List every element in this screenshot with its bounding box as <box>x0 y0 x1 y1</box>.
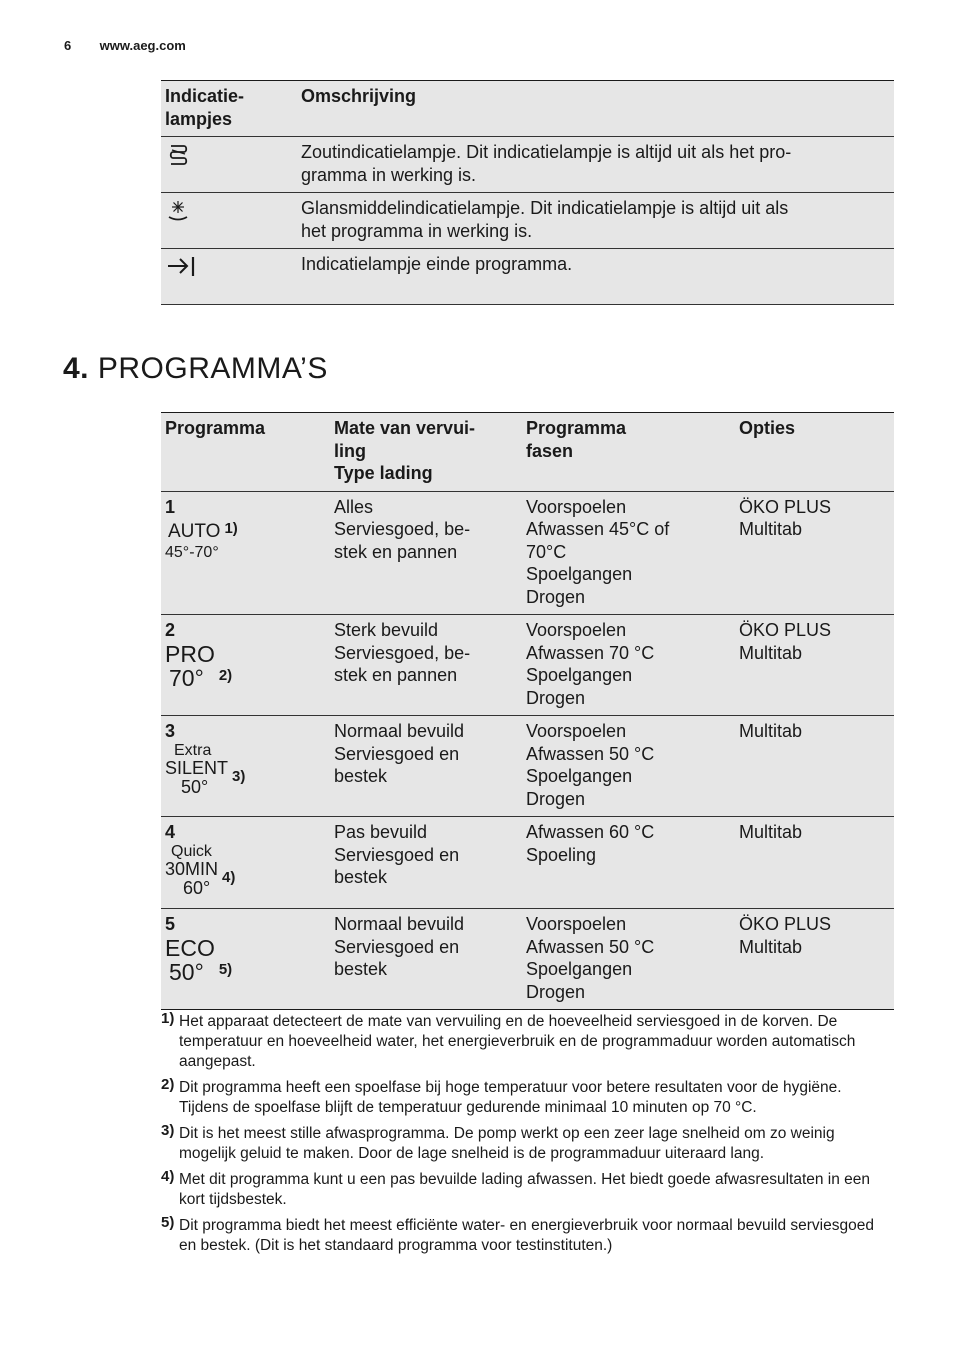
rinse-aid-indicator-icon <box>165 207 191 227</box>
phases-cell: Voorspoelen Afwassen 70 °C Spoelgangen Drogen <box>522 615 735 716</box>
indicator-description: Indicatielampje einde programma. <box>297 249 894 305</box>
program-number: 3 <box>165 721 176 741</box>
col-header-phases: Programma fasen <box>522 413 735 492</box>
footnote <box>161 1078 894 1118</box>
options-cell: Multitab <box>735 716 894 817</box>
indicator-description: Glansmiddelindicatielampje. Dit indicatielampje is altijd uit als het programma in werking is. <box>297 193 894 249</box>
indicator-row <box>161 249 894 305</box>
phases-cell: Voorspoelen Afwassen 45°C of 70°C Spoelgangen Drogen <box>522 491 735 615</box>
footnote-mark: 3) <box>161 1122 175 1139</box>
program-row <box>161 716 894 817</box>
footnote-text: Het apparaat detecteert de mate van vervuiling en de hoeveelheid serviesgoed in de korven. De temperatuur en hoeveelheid water, het energieverbruik en de programmaduur worden automatisch aangepast. <box>179 1013 856 1070</box>
footnote-text: Met dit programma kunt u een pas bevuilde lading afwassen. Het biedt goede afwasresultaten in een kort tijdsbestek. <box>179 1171 871 1208</box>
indicator-row <box>161 137 894 193</box>
col-header-options: Opties <box>735 413 894 492</box>
footnote-text: Dit is het meest stille afwasprogramma. De pomp werkt op een zeer lage snelheid om zo weinig mogelijk geluid te maken. Door de lage snelheid is de programmaduur uiteraard lang. <box>179 1125 835 1162</box>
program-logo-pro: PRO 70° <box>165 640 215 691</box>
program-number: 1 <box>165 496 176 517</box>
soil-cell: Normaal bevuild Serviesgoed en bestek <box>330 716 522 817</box>
footnote-ref: 4) <box>222 869 236 887</box>
col-header-soil: Mate van vervui- ling Type lading <box>330 413 522 492</box>
program-logo-quick: Quick 30MIN 60° <box>165 842 219 899</box>
indicator-header-row <box>161 81 894 137</box>
section-heading <box>63 352 328 386</box>
options-cell: ÖKO PLUS Multitab <box>735 491 894 615</box>
options-cell: ÖKO PLUS Multitab <box>735 909 894 1010</box>
indicator-row <box>161 193 894 249</box>
indicator-description: Zoutindicatielampje. Dit indicatielampje is altijd uit als het pro- gramma in werking is. <box>297 137 894 193</box>
program-number: 4 <box>165 822 176 842</box>
col-header-program: Programma <box>161 413 330 492</box>
options-cell: Multitab <box>735 817 894 909</box>
program-row <box>161 615 894 716</box>
program-table <box>161 412 894 1010</box>
footnote-ref: 1) <box>224 520 238 537</box>
end-program-indicator-icon <box>165 263 197 283</box>
col-header-description: Omschrijving <box>297 81 894 137</box>
header-url: www.aeg.com <box>99 38 186 53</box>
footnote <box>161 1170 894 1210</box>
footnote-ref: 3) <box>232 768 246 786</box>
phases-cell: Voorspoelen Afwassen 50 °C Spoelgangen Drogen <box>522 909 735 1010</box>
page-number: 6 <box>64 38 72 53</box>
program-row <box>161 491 894 615</box>
program-number: 2 <box>165 620 176 640</box>
footnote-mark: 4) <box>161 1168 175 1185</box>
footnote <box>161 1012 894 1072</box>
footnote-ref: 2) <box>218 666 233 684</box>
program-logo-auto: AUTO 45°-70° <box>165 521 221 561</box>
footnote-mark: 5) <box>161 1214 175 1231</box>
program-logo-extra-silent: Extra SILENT 50° <box>165 741 229 798</box>
soil-cell: Sterk bevuild Serviesgoed, be- stek en pannen <box>330 615 522 716</box>
phases-cell: Voorspoelen Afwassen 50 °C Spoelgangen Drogen <box>522 716 735 817</box>
options-cell: ÖKO PLUS Multitab <box>735 615 894 716</box>
footnote <box>161 1124 894 1164</box>
col-header-indicator: Indicatie- lampjes <box>161 81 297 137</box>
phases-cell: Afwassen 60 °C Spoeling <box>522 817 735 909</box>
footnote <box>161 1216 894 1256</box>
footnotes <box>161 1012 894 1262</box>
footnote-mark: 2) <box>161 1076 175 1093</box>
footnote-ref: 5) <box>218 960 233 978</box>
soil-cell: Normaal bevuild Serviesgoed en bestek <box>330 909 522 1010</box>
program-logo-eco: ECO 50° <box>165 934 215 985</box>
section-number: 4. <box>63 352 90 385</box>
footnote-text: Dit programma heeft een spoelfase bij hoge temperatuur voor betere resultaten voor de hygiëne. Tijdens de spoelfase blijft de temperatuur gedurende minimaal 10 minuten op 70 °C. <box>179 1079 842 1116</box>
program-number: 5 <box>165 914 176 934</box>
soil-cell: Pas bevuild Serviesgoed en bestek <box>330 817 522 909</box>
program-row <box>161 817 894 909</box>
soil-cell: Alles Serviesgoed, be- stek en pannen <box>330 491 522 615</box>
program-header-row <box>161 413 894 492</box>
program-row <box>161 909 894 1010</box>
footnote-text: Dit programma biedt het meest efficiënte water- en energieverbruik voor normaal bevuild serviesgoed en bestek. (Dit is het standaard programma voor testinstituten.) <box>179 1217 874 1254</box>
indicator-table <box>161 80 894 305</box>
page-header <box>64 38 186 53</box>
salt-indicator-icon <box>165 151 191 171</box>
section-title: PROGRAMMA’S <box>97 352 328 385</box>
footnote-mark: 1) <box>161 1010 175 1027</box>
